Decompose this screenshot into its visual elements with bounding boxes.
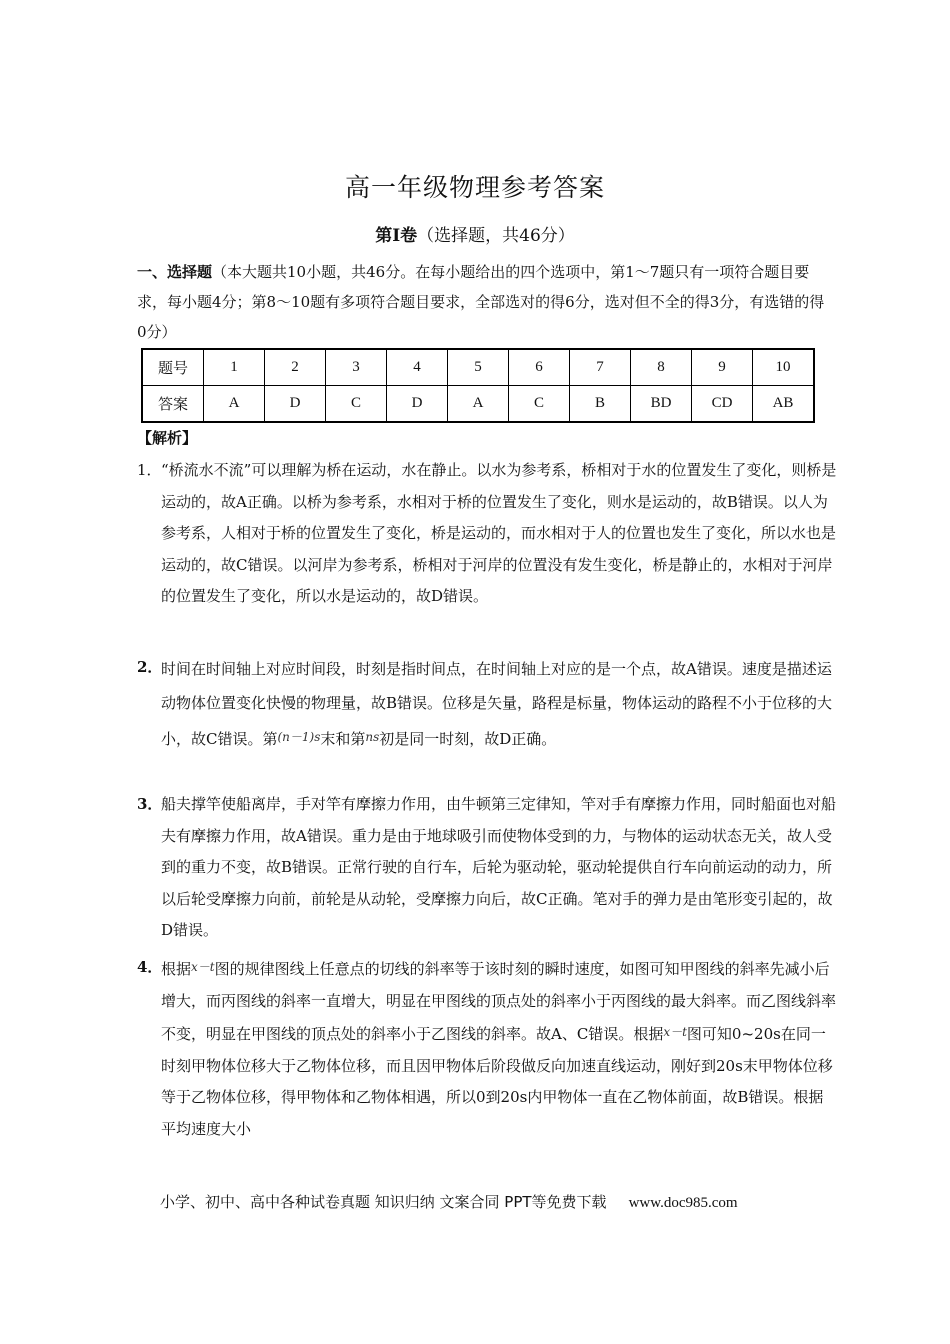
- table-cell: 4: [387, 349, 448, 386]
- table-cell: D: [265, 386, 326, 423]
- math-formula: ns: [365, 730, 380, 744]
- item-number: 3．: [137, 795, 163, 813]
- item-text-c: 初是同一时刻，故D正确。: [379, 730, 557, 748]
- table-cell: C: [326, 386, 387, 423]
- item-text-c: 图可知0~20s在同一时刻甲物体位移大于乙物体位移，而且因甲物体后阶段做反向加速直线运动，刚好到20s末甲物体位移等于乙物体位移，得甲物体和乙物体相遇，所以0到20s内甲物体一直在乙物体前面，故B错误。根据平均速度大小: [161, 1025, 833, 1138]
- table-cell: B: [570, 386, 631, 423]
- intro-lead: 一、选择题: [137, 263, 213, 281]
- item-number: 4．: [137, 958, 163, 976]
- math-formula: x－t: [663, 1025, 687, 1039]
- subtitle-paren: （选择题，共46分）: [417, 226, 575, 246]
- item-number: 1．: [137, 461, 162, 479]
- footer-text: 小学、初中、高中各种试卷真题 知识归纳 文案合同 PPT等免费下载: [160, 1193, 607, 1211]
- item-text-b: 末和第: [320, 730, 366, 748]
- table-cell: 6: [509, 349, 570, 386]
- analysis-item-1: [137, 455, 837, 613]
- intro-text: （本大题共10小题，共46分。在每小题给出的四个选项中，第1～7题只有一项符合题目要求，每小题4分；第8～10题有多项符合题目要求，全部选对的得6分，选对但不全的得3分，有选错的得0分）: [137, 263, 825, 341]
- table-cell: D: [387, 386, 448, 423]
- footer-site: www.doc985.com: [628, 1195, 738, 1211]
- table-cell: 9: [692, 349, 753, 386]
- table-cell: 10: [753, 349, 815, 386]
- table-cell: 3: [326, 349, 387, 386]
- table-cell: A: [204, 386, 265, 423]
- table-cell: BD: [631, 386, 692, 423]
- analysis-item-4: [137, 952, 837, 1145]
- table-row-answers: [142, 386, 814, 423]
- table-cell: 1: [204, 349, 265, 386]
- table-cell: C: [509, 386, 570, 423]
- item-text-b: 图的规律图线上任意点的切线的斜率等于该时刻的瞬时速度，如图可知甲图线的斜率先减小后增大，而丙图线的斜率一直增大，明显在甲图线的顶点处的斜率小于丙图线的最大斜率。而乙图线斜率不变，明显在甲图线的顶点处的斜率小于乙图线的斜率。故A、C错误。根据: [161, 960, 837, 1043]
- table-cell: 8: [631, 349, 692, 386]
- page-title: 高一年级物理参考答案: [344, 173, 605, 202]
- item-text-a: 根据: [161, 960, 192, 978]
- analysis-item-3: [137, 789, 837, 947]
- math-formula: (n－1)s: [277, 730, 321, 744]
- table-cell: CD: [692, 386, 753, 423]
- subtitle-main: 第Ⅰ卷: [375, 226, 418, 246]
- analysis-item-2: [137, 652, 837, 756]
- math-formula: x－t: [191, 960, 215, 974]
- item-body: [161, 952, 837, 1145]
- table-cell: 5: [448, 349, 509, 386]
- item-text: “桥流水不流”可以理解为桥在运动，水在静止。以水为参考系，桥相对于水的位置发生了变化，则桥是运动的，故A正确。以桥为参考系，水相对于桥的位置发生了变化，则水是运动的，故B错误。以人为参考系，人相对于桥的位置发生了变化，桥是运动的，而水相对于人的位置也发生了变化，所以水也是运动的，故C错误。以河岸为参考系，桥相对于河岸的位置没有发生变化，桥是静止的，水相对于河岸的位置发生了变化，所以水是运动的，故D错误。: [161, 461, 837, 605]
- section-intro: [137, 257, 827, 347]
- item-number: 2．: [137, 658, 163, 676]
- row-label-answers: 答案: [142, 386, 204, 423]
- table-cell: AB: [753, 386, 815, 423]
- item-text-a: 时间在时间轴上对应时间段，时刻是指时间点，在时间轴上对应的是一个点，故A错误。速度是描述运动物体位置变化快慢的物理量，故B错误。位移是矢量，路程是标量，物体运动的路程不小于位移的大小，故C错误。第: [161, 660, 833, 748]
- item-body: [161, 652, 837, 756]
- table-cell: 7: [570, 349, 631, 386]
- page-footer: [160, 1191, 738, 1212]
- row-label-numbers: 题号: [142, 349, 204, 386]
- table-row-numbers: [142, 349, 814, 386]
- analysis-heading: 【解析】: [137, 429, 198, 447]
- item-text: 船夫撑竿使船离岸，手对竿有摩擦力作用，由牛顿第三定律知，竿对手有摩擦力作用，同时船面也对船夫有摩擦力作用，故A错误。重力是由于地球吸引而使物体受到的力，与物体的运动状态无关，故人受到的重力不变，故B错误。正常行驶的自行车，后轮为驱动轮，驱动轮提供自行车向前运动的动力，所以后轮受摩擦力向前，前轮是从动轮，受摩擦力向后，故C正确。笔对手的弹力是由笔形变引起的，故D错误。: [161, 795, 837, 939]
- section-subtitle: [0, 221, 950, 246]
- answer-table: [141, 348, 815, 423]
- table-cell: A: [448, 386, 509, 423]
- table-cell: 2: [265, 349, 326, 386]
